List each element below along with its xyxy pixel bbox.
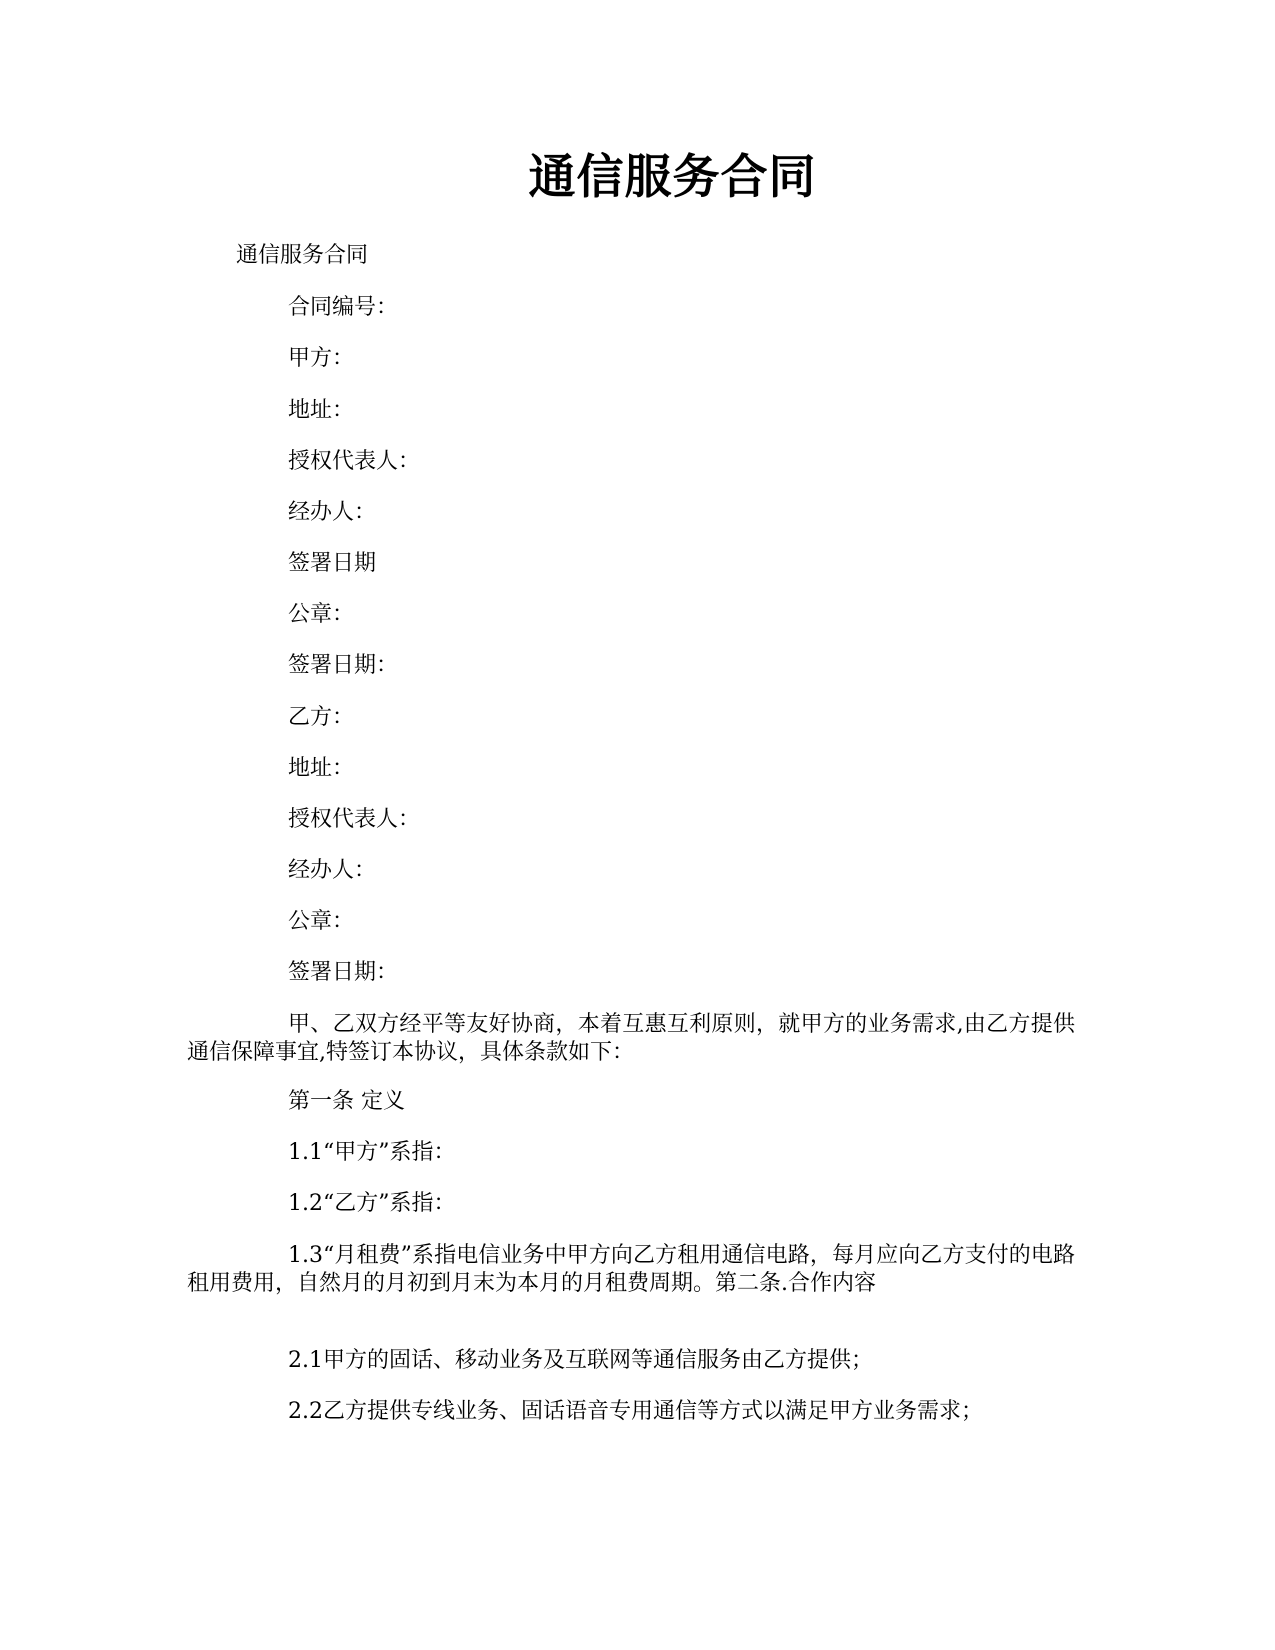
party-b-address-label: 地址： — [288, 756, 355, 781]
party-a-sign-date-label: 签署日期 — [288, 551, 377, 576]
party-a-seal-label: 公章： — [288, 602, 355, 627]
document-subtitle: 通信服务合同 — [236, 243, 369, 268]
party-a-sign-date-label-2: 签署日期： — [288, 653, 399, 678]
intro-paragraph: 甲、乙双方经平等友好协商，本着互惠互利原则，就甲方的业务需求,由乙方提供通信保障事宜,特签订本协议，具体条款如下： — [187, 1012, 1075, 1065]
clause-2-1: 2.1甲方的固话、移动业务及互联网等通信服务由乙方提供； — [288, 1348, 873, 1373]
party-b-label: 乙方： — [288, 705, 355, 730]
party-a-handler-label: 经办人： — [288, 500, 377, 525]
party-b-sign-date-label: 签署日期： — [288, 960, 399, 985]
definition-1-3: 1.3“月租费”系指电信业务中甲方向乙方租用通信电路，每月应向乙方支付的电路租用费用，自然月的月初到月末为本月的月租费周期。第二条.合作内容 — [187, 1243, 1075, 1296]
definition-1-1: 1.1“甲方”系指： — [288, 1140, 456, 1165]
party-b-seal-label: 公章： — [288, 909, 355, 934]
party-b-representative-label: 授权代表人： — [288, 807, 421, 832]
party-a-address-label: 地址： — [288, 398, 355, 423]
contract-number-label: 合同编号： — [288, 295, 399, 320]
clause-2-2: 2.2乙方提供专线业务、固话语音专用通信等方式以满足甲方业务需求； — [288, 1399, 983, 1424]
party-b-handler-label: 经办人： — [288, 858, 377, 883]
definition-1-2: 1.2“乙方”系指： — [288, 1191, 456, 1216]
party-a-representative-label: 授权代表人： — [288, 449, 421, 474]
document-title: 通信服务合同 — [528, 150, 817, 205]
article-1-heading: 第一条 定义 — [288, 1089, 405, 1114]
party-a-label: 甲方： — [288, 346, 355, 371]
